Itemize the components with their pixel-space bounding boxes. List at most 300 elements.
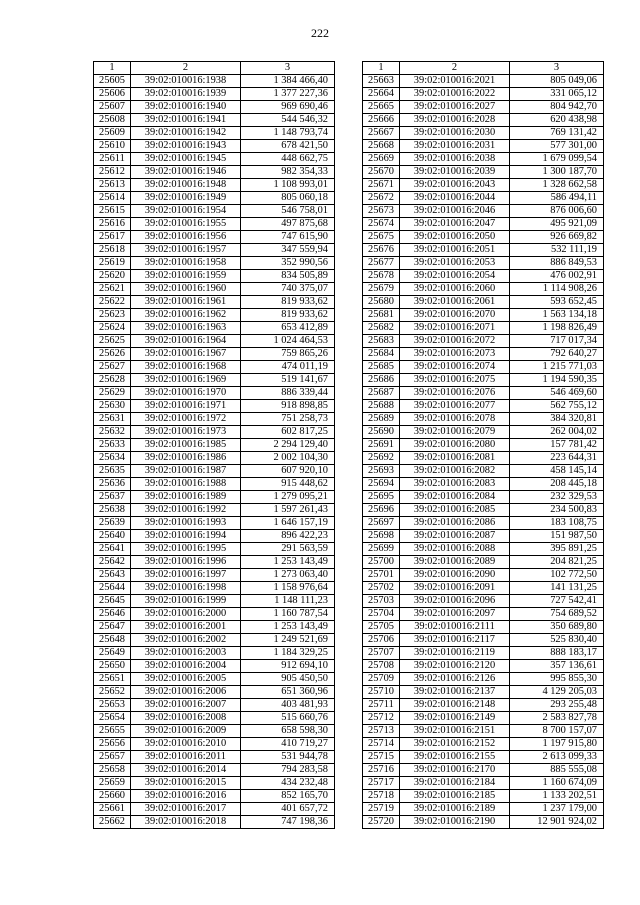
table-row (94, 335, 335, 348)
table-row (94, 582, 335, 595)
value-cell: 531 944,78 (241, 751, 335, 764)
value-cell: 1 597 261,43 (241, 504, 335, 517)
table-row (94, 270, 335, 283)
value-cell: 969 690,46 (241, 101, 335, 114)
cadastral-number-cell: 39:02:010016:1955 (131, 218, 241, 231)
table-row (363, 101, 604, 114)
table-row (94, 790, 335, 803)
value-cell: 223 644,31 (510, 452, 604, 465)
value-cell: 497 875,68 (241, 218, 335, 231)
table-row (363, 244, 604, 257)
table-row (363, 621, 604, 634)
row-number-cell: 25699 (363, 543, 400, 556)
value-cell: 1 148 111,23 (241, 595, 335, 608)
value-cell: 1 646 157,19 (241, 517, 335, 530)
cadastral-number-cell: 39:02:010016:2010 (131, 738, 241, 751)
value-cell: 747 198,36 (241, 816, 335, 829)
table-row (94, 413, 335, 426)
table-row (363, 478, 604, 491)
cadastral-number-cell: 39:02:010016:1964 (131, 335, 241, 348)
table-row (363, 257, 604, 270)
table-row (94, 556, 335, 569)
value-cell: 982 354,33 (241, 166, 335, 179)
row-number-cell: 25607 (94, 101, 131, 114)
table-row (94, 348, 335, 361)
cadastral-number-cell: 39:02:010016:1999 (131, 595, 241, 608)
value-cell: 1 300 187,70 (510, 166, 604, 179)
table-row (363, 452, 604, 465)
cadastral-number-cell: 39:02:010016:2004 (131, 660, 241, 673)
value-cell: 1 148 793,74 (241, 127, 335, 140)
value-cell: 476 002,91 (510, 270, 604, 283)
value-cell: 1 194 590,35 (510, 374, 604, 387)
row-number-cell: 25689 (363, 413, 400, 426)
value-cell: 769 131,42 (510, 127, 604, 140)
value-cell: 1 328 662,58 (510, 179, 604, 192)
value-cell: 593 652,45 (510, 296, 604, 309)
row-number-cell: 25713 (363, 725, 400, 738)
row-number-cell: 25701 (363, 569, 400, 582)
cadastral-number-cell: 39:02:010016:2051 (400, 244, 510, 257)
table-row (94, 127, 335, 140)
row-number-cell: 25606 (94, 88, 131, 101)
cadastral-number-cell: 39:02:010016:1949 (131, 192, 241, 205)
row-number-cell: 25672 (363, 192, 400, 205)
value-cell: 886 339,44 (241, 387, 335, 400)
value-cell: 141 131,25 (510, 582, 604, 595)
table-row (94, 725, 335, 738)
value-cell: 1 384 466,40 (241, 75, 335, 88)
cadastral-number-cell: 39:02:010016:1970 (131, 387, 241, 400)
cadastral-number-cell: 39:02:010016:2003 (131, 647, 241, 660)
row-number-cell: 25671 (363, 179, 400, 192)
row-number-cell: 25683 (363, 335, 400, 348)
value-cell: 1 158 976,64 (241, 582, 335, 595)
cadastral-number-cell: 39:02:010016:2189 (400, 803, 510, 816)
table-row (94, 478, 335, 491)
cadastral-number-cell: 39:02:010016:2075 (400, 374, 510, 387)
row-number-cell: 25657 (94, 751, 131, 764)
row-number-cell: 25630 (94, 400, 131, 413)
table-row (363, 114, 604, 127)
cadastral-number-cell: 39:02:010016:2137 (400, 686, 510, 699)
table-row (363, 153, 604, 166)
table-row (363, 361, 604, 374)
table-row (363, 504, 604, 517)
table-row (363, 335, 604, 348)
row-number-cell: 25645 (94, 595, 131, 608)
value-cell: 1 215 771,03 (510, 361, 604, 374)
row-number-cell: 25693 (363, 465, 400, 478)
cadastral-number-cell: 39:02:010016:2039 (400, 166, 510, 179)
value-cell: 805 049,06 (510, 75, 604, 88)
row-number-cell: 25673 (363, 205, 400, 218)
value-cell: 759 865,26 (241, 348, 335, 361)
table-header-row (94, 62, 335, 75)
row-number-cell: 25690 (363, 426, 400, 439)
row-number-cell: 25670 (363, 166, 400, 179)
value-cell: 2 613 099,33 (510, 751, 604, 764)
table-row (94, 153, 335, 166)
row-number-cell: 25698 (363, 530, 400, 543)
value-cell: 12 901 924,02 (510, 816, 604, 829)
value-cell: 2 294 129,40 (241, 439, 335, 452)
value-cell: 525 830,40 (510, 634, 604, 647)
row-number-cell: 25647 (94, 621, 131, 634)
row-number-cell: 25643 (94, 569, 131, 582)
table-row (363, 595, 604, 608)
table-row (94, 491, 335, 504)
cadastral-number-cell: 39:02:010016:2061 (400, 296, 510, 309)
value-cell: 926 669,82 (510, 231, 604, 244)
table-row (94, 426, 335, 439)
cadastral-number-cell: 39:02:010016:1938 (131, 75, 241, 88)
table-row (363, 465, 604, 478)
table-row (363, 699, 604, 712)
row-number-cell: 25636 (94, 478, 131, 491)
value-cell: 8 700 157,07 (510, 725, 604, 738)
row-number-cell: 25620 (94, 270, 131, 283)
table-row (363, 751, 604, 764)
table-row (94, 608, 335, 621)
table-row (363, 491, 604, 504)
table-row (94, 699, 335, 712)
value-cell: 2 583 827,78 (510, 712, 604, 725)
value-cell: 4 129 205,03 (510, 686, 604, 699)
row-number-cell: 25705 (363, 621, 400, 634)
cadastral-number-cell: 39:02:010016:2084 (400, 491, 510, 504)
table-row (363, 322, 604, 335)
value-cell: 331 065,12 (510, 88, 604, 101)
cadastral-number-cell: 39:02:010016:2151 (400, 725, 510, 738)
value-cell: 915 448,62 (241, 478, 335, 491)
table-row (363, 231, 604, 244)
cadastral-number-cell: 39:02:010016:2080 (400, 439, 510, 452)
cadastral-number-cell: 39:02:010016:1954 (131, 205, 241, 218)
row-number-cell: 25708 (363, 660, 400, 673)
cadastral-number-cell: 39:02:010016:2043 (400, 179, 510, 192)
table-row (94, 400, 335, 413)
table-row (363, 166, 604, 179)
cadastral-number-cell: 39:02:010016:1962 (131, 309, 241, 322)
row-number-cell: 25711 (363, 699, 400, 712)
table-row (363, 530, 604, 543)
cadastral-number-cell: 39:02:010016:2016 (131, 790, 241, 803)
value-cell: 474 011,19 (241, 361, 335, 374)
row-number-cell: 25715 (363, 751, 400, 764)
column-header: 1 (94, 62, 131, 75)
table-row (94, 777, 335, 790)
row-number-cell: 25676 (363, 244, 400, 257)
table-row (363, 816, 604, 829)
value-cell: 1 563 134,18 (510, 309, 604, 322)
cadastral-number-cell: 39:02:010016:2083 (400, 478, 510, 491)
table-row (94, 686, 335, 699)
row-number-cell: 25650 (94, 660, 131, 673)
row-number-cell: 25655 (94, 725, 131, 738)
left-table-body (94, 62, 335, 829)
value-cell: 1 108 993,01 (241, 179, 335, 192)
table-row (363, 582, 604, 595)
cadastral-number-cell: 39:02:010016:1963 (131, 322, 241, 335)
cadastral-number-cell: 39:02:010016:2021 (400, 75, 510, 88)
row-number-cell: 25694 (363, 478, 400, 491)
table-row (363, 309, 604, 322)
cadastral-number-cell: 39:02:010016:1960 (131, 283, 241, 296)
cadastral-number-cell: 39:02:010016:1995 (131, 543, 241, 556)
column-header: 1 (363, 62, 400, 75)
value-cell: 1 253 143,49 (241, 621, 335, 634)
row-number-cell: 25697 (363, 517, 400, 530)
table-row (94, 374, 335, 387)
row-number-cell: 25669 (363, 153, 400, 166)
table-row (94, 75, 335, 88)
cadastral-number-cell: 39:02:010016:2081 (400, 452, 510, 465)
row-number-cell: 25611 (94, 153, 131, 166)
value-cell: 293 255,48 (510, 699, 604, 712)
table-row (363, 634, 604, 647)
table-row (94, 595, 335, 608)
table-row (94, 764, 335, 777)
table-row (363, 712, 604, 725)
row-number-cell: 25700 (363, 556, 400, 569)
row-number-cell: 25680 (363, 296, 400, 309)
value-cell: 995 855,30 (510, 673, 604, 686)
table-row (363, 348, 604, 361)
cadastral-number-cell: 39:02:010016:2072 (400, 335, 510, 348)
row-number-cell: 25633 (94, 439, 131, 452)
cadastral-number-cell: 39:02:010016:2184 (400, 777, 510, 790)
row-number-cell: 25685 (363, 361, 400, 374)
table-row (94, 309, 335, 322)
cadastral-number-cell: 39:02:010016:2017 (131, 803, 241, 816)
cadastral-number-cell: 39:02:010016:2009 (131, 725, 241, 738)
cadastral-number-cell: 39:02:010016:1940 (131, 101, 241, 114)
value-cell: 678 421,50 (241, 140, 335, 153)
cadastral-number-cell: 39:02:010016:2011 (131, 751, 241, 764)
value-cell: 434 232,48 (241, 777, 335, 790)
value-cell: 1 160 787,54 (241, 608, 335, 621)
cadastral-number-cell: 39:02:010016:1989 (131, 491, 241, 504)
row-number-cell: 25666 (363, 114, 400, 127)
cadastral-number-cell: 39:02:010016:2152 (400, 738, 510, 751)
value-cell: 208 445,18 (510, 478, 604, 491)
value-cell: 410 719,27 (241, 738, 335, 751)
row-number-cell: 25688 (363, 400, 400, 413)
row-number-cell: 25629 (94, 387, 131, 400)
value-cell: 515 660,76 (241, 712, 335, 725)
row-number-cell: 25675 (363, 231, 400, 244)
value-cell: 653 412,89 (241, 322, 335, 335)
cadastral-number-cell: 39:02:010016:2046 (400, 205, 510, 218)
table-row (94, 231, 335, 244)
table-row (363, 426, 604, 439)
value-cell: 1 377 227,36 (241, 88, 335, 101)
cadastral-number-cell: 39:02:010016:2096 (400, 595, 510, 608)
value-cell: 602 817,25 (241, 426, 335, 439)
cadastral-number-cell: 39:02:010016:2077 (400, 400, 510, 413)
row-number-cell: 25686 (363, 374, 400, 387)
table-row (363, 647, 604, 660)
row-number-cell: 25682 (363, 322, 400, 335)
cadastral-number-cell: 39:02:010016:2074 (400, 361, 510, 374)
row-number-cell: 25644 (94, 582, 131, 595)
table-row (363, 556, 604, 569)
row-number-cell: 25714 (363, 738, 400, 751)
page-number: 222 (311, 26, 329, 40)
column-header: 3 (510, 62, 604, 75)
table-row (94, 517, 335, 530)
table-row (94, 530, 335, 543)
cadastral-number-cell: 39:02:010016:2005 (131, 673, 241, 686)
cadastral-number-cell: 39:02:010016:1988 (131, 478, 241, 491)
table-row (94, 816, 335, 829)
row-number-cell: 25619 (94, 257, 131, 270)
cadastral-number-cell: 39:02:010016:1945 (131, 153, 241, 166)
row-number-cell: 25614 (94, 192, 131, 205)
cadastral-number-cell: 39:02:010016:2085 (400, 504, 510, 517)
cadastral-number-cell: 39:02:010016:1939 (131, 88, 241, 101)
table-row (94, 218, 335, 231)
cadastral-number-cell: 39:02:010016:2097 (400, 608, 510, 621)
row-number-cell: 25628 (94, 374, 131, 387)
row-number-cell: 25695 (363, 491, 400, 504)
value-cell: 819 933,62 (241, 309, 335, 322)
table-row (94, 140, 335, 153)
table-row (94, 569, 335, 582)
value-cell: 357 136,61 (510, 660, 604, 673)
value-cell: 876 006,60 (510, 205, 604, 218)
row-number-cell: 25703 (363, 595, 400, 608)
row-number-cell: 25612 (94, 166, 131, 179)
row-number-cell: 25608 (94, 114, 131, 127)
cadastral-number-cell: 39:02:010016:1967 (131, 348, 241, 361)
table-row (363, 218, 604, 231)
cadastral-number-cell: 39:02:010016:1993 (131, 517, 241, 530)
cadastral-number-cell: 39:02:010016:2038 (400, 153, 510, 166)
table-row (94, 387, 335, 400)
cadastral-number-cell: 39:02:010016:2087 (400, 530, 510, 543)
table-row (363, 400, 604, 413)
row-number-cell: 25663 (363, 75, 400, 88)
table-row (363, 764, 604, 777)
value-cell: 751 258,73 (241, 413, 335, 426)
cadastral-number-cell: 39:02:010016:1948 (131, 179, 241, 192)
value-cell: 888 183,17 (510, 647, 604, 660)
cadastral-number-cell: 39:02:010016:2008 (131, 712, 241, 725)
cadastral-number-cell: 39:02:010016:2030 (400, 127, 510, 140)
cadastral-number-cell: 39:02:010016:2148 (400, 699, 510, 712)
row-number-cell: 25610 (94, 140, 131, 153)
table-row (363, 543, 604, 556)
row-number-cell: 25621 (94, 283, 131, 296)
row-number-cell: 25649 (94, 647, 131, 660)
table-row (94, 660, 335, 673)
row-number-cell: 25696 (363, 504, 400, 517)
value-cell: 395 891,25 (510, 543, 604, 556)
cadastral-number-cell: 39:02:010016:1956 (131, 231, 241, 244)
cadastral-number-cell: 39:02:010016:2071 (400, 322, 510, 335)
row-number-cell: 25718 (363, 790, 400, 803)
row-number-cell: 25706 (363, 634, 400, 647)
value-cell: 586 494,11 (510, 192, 604, 205)
cadastral-number-cell: 39:02:010016:2126 (400, 673, 510, 686)
cadastral-number-cell: 39:02:010016:2078 (400, 413, 510, 426)
value-cell: 819 933,62 (241, 296, 335, 309)
cadastral-number-cell: 39:02:010016:2047 (400, 218, 510, 231)
row-number-cell: 25716 (363, 764, 400, 777)
cadastral-number-cell: 39:02:010016:1968 (131, 361, 241, 374)
value-cell: 896 422,23 (241, 530, 335, 543)
table-row (94, 101, 335, 114)
cadastral-number-cell: 39:02:010016:2002 (131, 634, 241, 647)
table-row (363, 374, 604, 387)
row-number-cell: 25684 (363, 348, 400, 361)
value-cell: 905 450,50 (241, 673, 335, 686)
cadastral-number-cell: 39:02:010016:2088 (400, 543, 510, 556)
value-cell: 1 249 521,69 (241, 634, 335, 647)
value-cell: 183 108,75 (510, 517, 604, 530)
cadastral-number-cell: 39:02:010016:1973 (131, 426, 241, 439)
value-cell: 532 111,19 (510, 244, 604, 257)
row-number-cell: 25642 (94, 556, 131, 569)
row-number-cell: 25667 (363, 127, 400, 140)
table-row (363, 75, 604, 88)
cadastral-number-cell: 39:02:010016:1958 (131, 257, 241, 270)
value-cell: 805 060,18 (241, 192, 335, 205)
cadastral-number-cell: 39:02:010016:1986 (131, 452, 241, 465)
cadastral-number-cell: 39:02:010016:2091 (400, 582, 510, 595)
row-number-cell: 25654 (94, 712, 131, 725)
row-number-cell: 25641 (94, 543, 131, 556)
table-row (94, 647, 335, 660)
column-header: 2 (131, 62, 241, 75)
table-row (94, 465, 335, 478)
table-row (94, 803, 335, 816)
value-cell: 740 375,07 (241, 283, 335, 296)
table-row (363, 725, 604, 738)
cadastral-number-cell: 39:02:010016:1994 (131, 530, 241, 543)
row-number-cell: 25704 (363, 608, 400, 621)
cadastral-number-cell: 39:02:010016:1987 (131, 465, 241, 478)
row-number-cell: 25707 (363, 647, 400, 660)
table-row (363, 738, 604, 751)
value-cell: 658 598,30 (241, 725, 335, 738)
row-number-cell: 25678 (363, 270, 400, 283)
table-row (363, 296, 604, 309)
row-number-cell: 25664 (363, 88, 400, 101)
row-number-cell: 25635 (94, 465, 131, 478)
table-row (363, 283, 604, 296)
table-row (363, 517, 604, 530)
table-row (363, 790, 604, 803)
table-row (94, 673, 335, 686)
cadastral-number-cell: 39:02:010016:2076 (400, 387, 510, 400)
value-cell: 918 898,85 (241, 400, 335, 413)
cadastral-number-cell: 39:02:010016:2073 (400, 348, 510, 361)
value-cell: 562 755,12 (510, 400, 604, 413)
table-row (363, 205, 604, 218)
value-cell: 651 360,96 (241, 686, 335, 699)
table-row (94, 634, 335, 647)
cadastral-number-cell: 39:02:010016:1992 (131, 504, 241, 517)
table-row (94, 114, 335, 127)
value-cell: 262 004,02 (510, 426, 604, 439)
row-number-cell: 25653 (94, 699, 131, 712)
cadastral-number-cell: 39:02:010016:1941 (131, 114, 241, 127)
value-cell: 747 615,90 (241, 231, 335, 244)
table-row (94, 738, 335, 751)
